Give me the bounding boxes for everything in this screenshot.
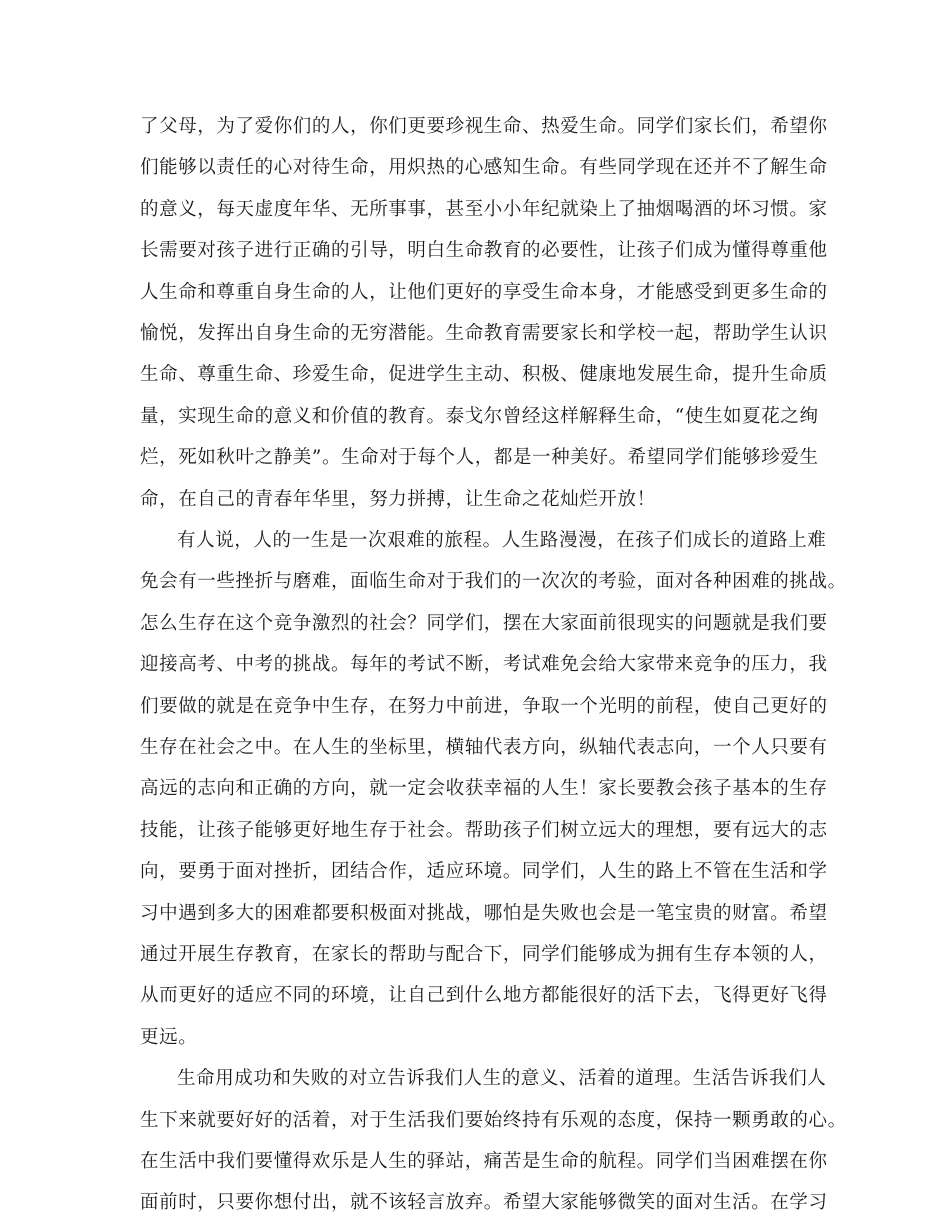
text-line: 生命用成功和失败的对立告诉我们人生的意义、活着的道理。生活告诉我们人: [177, 1068, 827, 1090]
text-line: 烂，死如秋叶之静美”。生命对于每个人，都是一种美好。希望同学们能够珍爱生: [140, 447, 819, 469]
text-line: 了父母，为了爱你们的人，你们更要珍视生命、热爱生命。同学们家长们，希望你: [140, 116, 828, 137]
text-line: 怎么生存在这个竞争激烈的社会？同学们，摆在大家面前很现实的问题就是我们要: [140, 612, 828, 634]
text-line: 高远的志向和正确的方向，就一定会收获幸福的人生！家长要教会孩子基本的生存: [140, 778, 828, 800]
text-line: 面前时，只要你想付出，就不该轻言放弃。希望大家能够微笑的面对生活。在学习: [140, 1192, 828, 1214]
text-line: 通过开展生存教育，在家长的帮助与配合下，同学们能够成为拥有生存本领的人，: [140, 944, 828, 965]
text-line: 习中遇到多大的困难都要积极面对挑战，哪怕是失败也会是一笔宝贵的财富。希望: [140, 902, 828, 924]
text-line: 量，实现生命的意义和价值的教育。泰戈尔曾经这样解释生命，“使生如夏花之绚: [140, 405, 819, 427]
text-line: 技能，让孩子能够更好地生存于社会。帮助孩子们树立远大的理想，要有远大的志: [140, 819, 828, 841]
text-line: 愉悦，发挥出自身生命的无穷潜能。生命教育需要家长和学校一起，帮助学生认识: [140, 323, 828, 344]
text-line: 的意义，每天虚度年华、无所事事，甚至小小年纪就染上了抽烟喝酒的坏习惯。家: [140, 198, 828, 220]
text-line: 向，要勇于面对挫折，团结合作，适应环境。同学们，人生的路上不管在生活和学: [140, 861, 828, 883]
text-line: 在生活中我们要懂得欢乐是人生的驿站，痛苦是生命的航程。同学们当困难摆在你: [140, 1151, 828, 1172]
text-line: 们要做的就是在竞争中生存，在努力中前进，争取一个光明的前程，使自己更好的: [140, 695, 828, 717]
text-line: 生命、尊重生命、珍爱生命，促进学生主动、积极、健康地发展生命，提升生命质: [140, 364, 828, 386]
text-line: 生存在社会之中。在人生的坐标里，横轴代表方向，纵轴代表志向，一个人只要有: [140, 737, 828, 758]
text-line: 更远。: [140, 1026, 198, 1048]
text-line: 生下来就要好好的活着，对于生活我们要始终持有乐观的态度，保持一颗勇敢的心。: [140, 1109, 847, 1131]
text-line: 从而更好的适应不同的环境，让自己到什么地方都能很好的活下去，飞得更好飞得: [140, 985, 828, 1007]
text-line: 命，在自己的青春年华里，努力拼搏，让生命之花灿烂开放！: [140, 488, 656, 510]
text-line: 们能够以责任的心对待生命，用炽热的心感知生命。有些同学现在还并不了解生命: [140, 157, 828, 179]
text-line: 有人说，人的一生是一次艰难的旅程。人生路漫漫，在孩子们成长的道路上难: [177, 530, 827, 551]
text-line: 人生命和尊重自身生命的人，让他们更好的享受生命本身，才能感受到更多生命的: [140, 281, 828, 303]
text-line: 迎接高考、中考的挑战。每年的考试不断，考试难免会给大家带来竞争的压力，我: [140, 654, 828, 676]
text-line: 长需要对孩子进行正确的引导，明白生命教育的必要性，让孩子们成为懂得尊重他: [140, 240, 828, 262]
text-line: 免会有一些挫折与磨难，面临生命对于我们的一次次的考验，面对各种困难的挑战。: [140, 571, 847, 593]
